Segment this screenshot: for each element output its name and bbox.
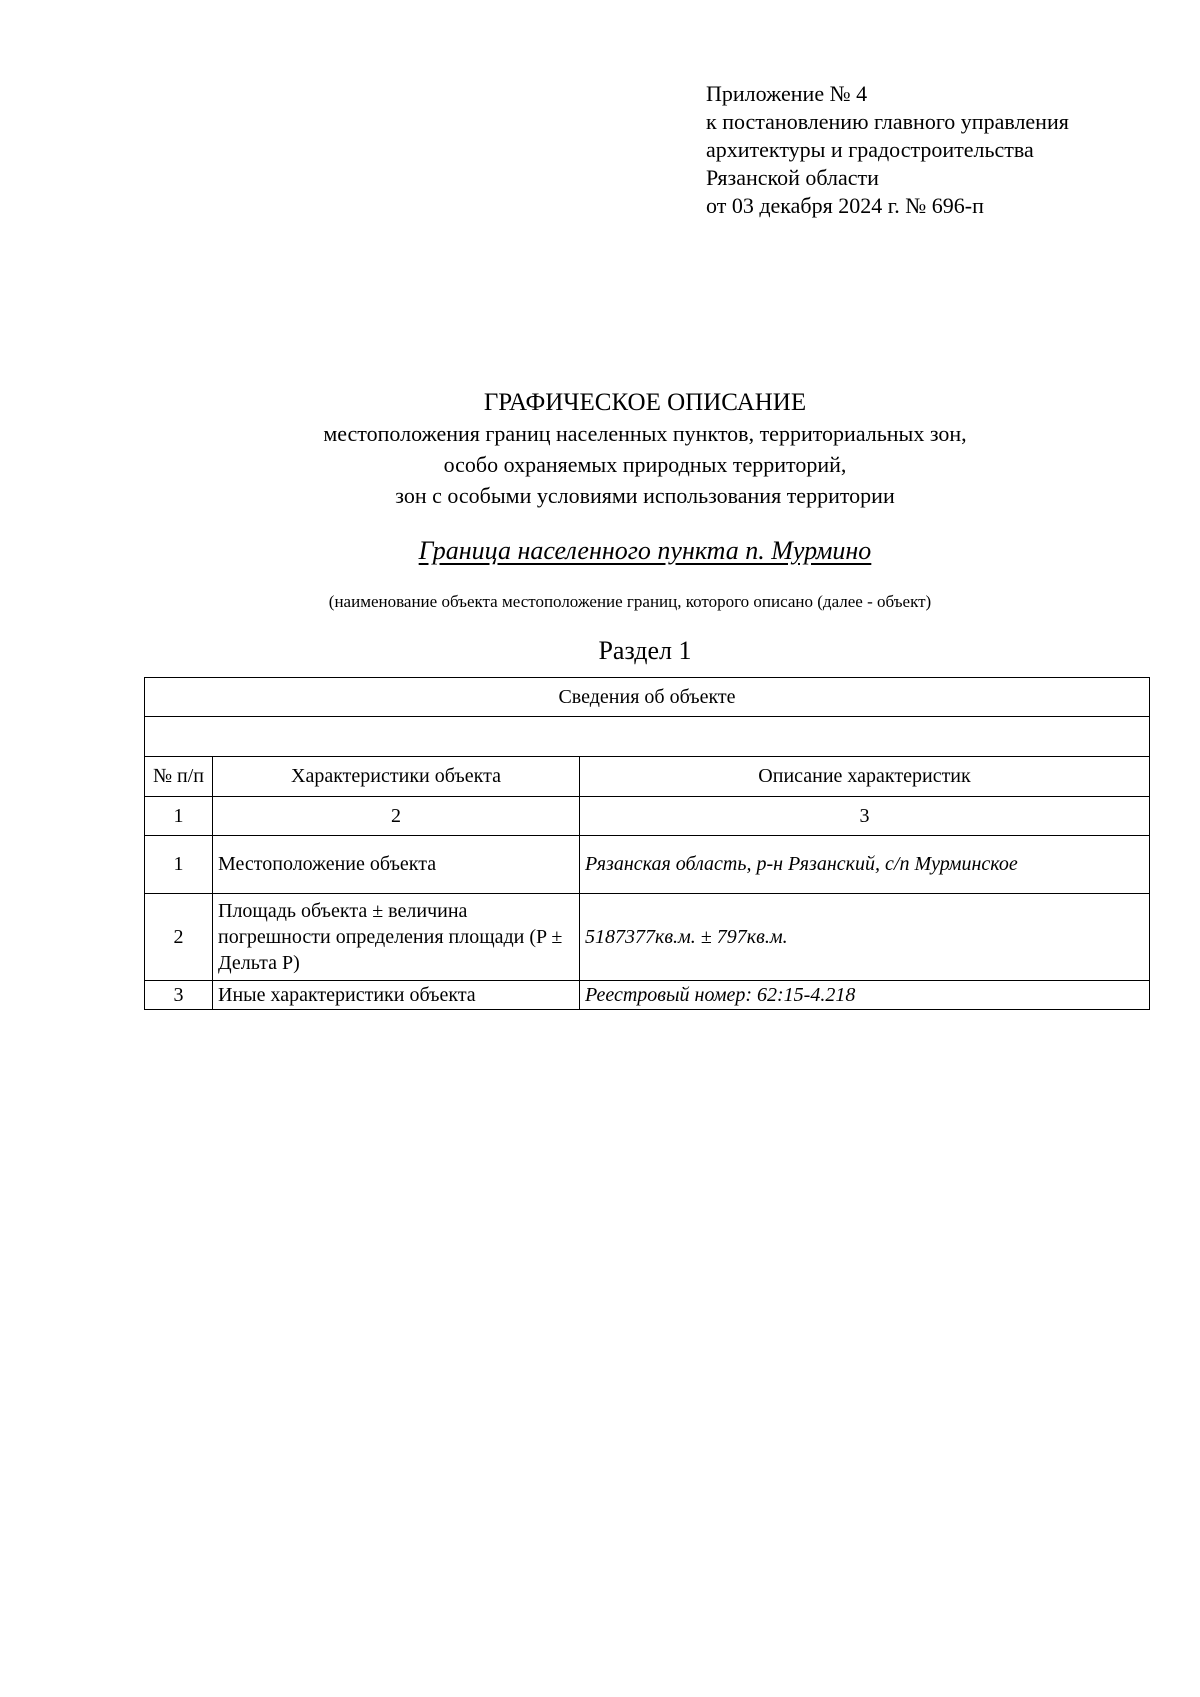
- document-title: ГРАФИЧЕСКОЕ ОПИСАНИЕ: [483, 389, 807, 416]
- appendix-line: Рязанской области: [706, 165, 879, 190]
- appendix-block: [706, 80, 1069, 220]
- object-caption: (наименование объекта местоположение границ, которого описано (далее - объект): [328, 592, 932, 611]
- table-header-row: [145, 678, 1150, 717]
- row-characteristic: Местоположение объекта: [213, 836, 580, 894]
- subtitle-line: местоположения границ населенных пунктов, территориальных зон,: [323, 421, 967, 446]
- row-num: 1: [145, 836, 213, 894]
- subtitle-line: зон с особыми условиями использования территории: [395, 483, 895, 508]
- table-row: [145, 981, 1150, 1010]
- row-description: 5187377кв.м. ± 797кв.м.: [580, 894, 1150, 981]
- table-row: [145, 836, 1150, 894]
- column-header-num: № п/п: [145, 757, 213, 797]
- row-num: 3: [145, 981, 213, 1010]
- table-columns-row: [145, 757, 1150, 797]
- row-characteristic: Площадь объекта ± величина погрешности определения площади (P ± Дельта P): [213, 894, 580, 981]
- table-row: [145, 894, 1150, 981]
- section-title: Раздел 1: [598, 636, 692, 665]
- column-index: 1: [145, 797, 213, 836]
- column-index: 2: [213, 797, 580, 836]
- column-header-characteristic: Характеристики объекта: [213, 757, 580, 797]
- object-info-table: [144, 677, 1150, 1010]
- column-index: 3: [580, 797, 1150, 836]
- appendix-line: архитектуры и градостроительства: [706, 137, 1034, 162]
- row-num: 2: [145, 894, 213, 981]
- object-name: Граница населенного пункта п. Мурмино: [418, 536, 872, 565]
- table-empty-row: [145, 717, 1150, 757]
- table-header: Сведения об объекте: [145, 678, 1150, 717]
- table-index-row: [145, 797, 1150, 836]
- row-characteristic: Иные характеристики объекта: [213, 981, 580, 1010]
- column-header-description: Описание характеристик: [580, 757, 1150, 797]
- appendix-line: к постановлению главного управления: [706, 109, 1069, 134]
- appendix-line: Приложение № 4: [706, 81, 868, 106]
- subtitle-line: особо охраняемых природных территорий,: [443, 452, 847, 477]
- row-description: Реестровый номер: 62:15-4.218: [580, 981, 1150, 1010]
- title-block: [0, 388, 1200, 511]
- row-description: Рязанская область, р-н Рязанский, с/п Мурминское: [580, 836, 1150, 894]
- appendix-line: от 03 декабря 2024 г. № 696-п: [706, 193, 984, 218]
- table-empty-cell: [145, 717, 1150, 757]
